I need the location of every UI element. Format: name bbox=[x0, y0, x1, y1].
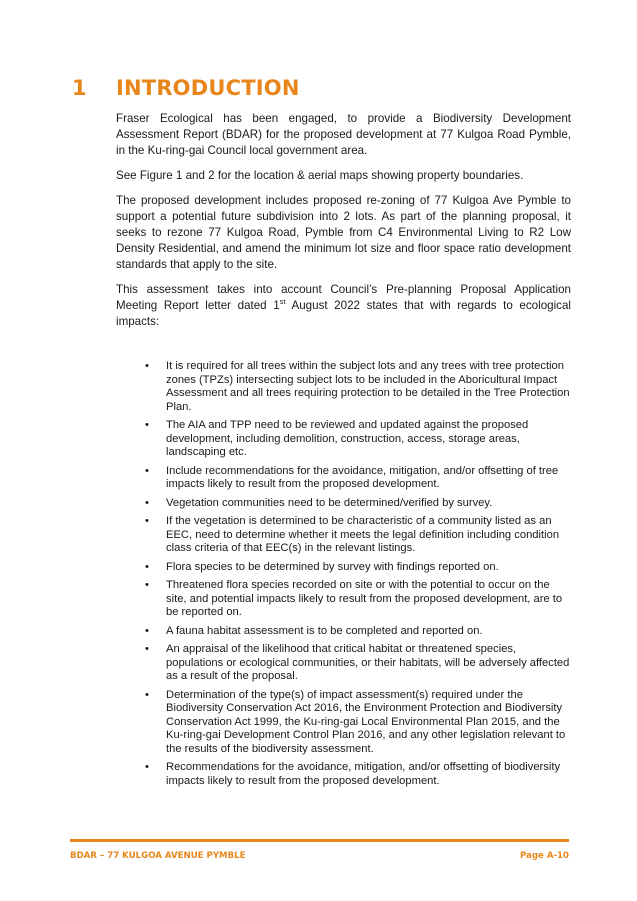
list-item bbox=[116, 561, 571, 575]
bullet-marker: • bbox=[145, 496, 149, 509]
intro-paragraph: Fraser Ecological has been engaged, to provide a Biodiversity Development Assessment Report (BDAR) for the proposed development at 77 Kulgoa Road Pymble, in the Ku-ring-gai Council local government area. bbox=[116, 112, 571, 157]
section-heading bbox=[72, 76, 300, 100]
bullet-marker: • bbox=[145, 579, 149, 591]
list-item bbox=[116, 360, 571, 414]
footer-divider bbox=[70, 839, 569, 842]
letter-text-after: August 2022 states that with regards to ecological impacts: bbox=[116, 299, 571, 328]
list-item-text: Flora species to be determined by survey with findings reported on. bbox=[166, 560, 499, 573]
list-item bbox=[116, 497, 571, 511]
list-item-text: It is required for all trees within the subject lots and any trees with tree protection zones (TPZs) intersecting subject lots to be included in the Aboricultural Impact Assessment and all trees requiring protection to be detailed in the Tree Protection Plan. bbox=[166, 360, 570, 413]
list-item bbox=[116, 419, 571, 460]
bullet-marker: • bbox=[145, 643, 149, 655]
footer-page-number: Page A-10 bbox=[519, 851, 569, 861]
section-title: INTRODUCTION bbox=[116, 76, 300, 100]
section-number: 1 bbox=[72, 76, 87, 100]
letter-paragraph bbox=[116, 282, 571, 330]
list-item-text: An appraisal of the likelihood that critical habitat or threatened species, populations or ecological communities, or their habitats, will be adversely affected as a result of the proposal. bbox=[166, 643, 570, 682]
bullet-marker: • bbox=[145, 464, 149, 477]
list-item-text: Threatened flora species recorded on site or with the potential to occur on the site, and potential impacts likely to result from the proposed development, are to be reported on. bbox=[166, 579, 563, 618]
bullet-marker: • bbox=[145, 560, 149, 573]
requirements-list bbox=[116, 360, 571, 788]
list-item bbox=[116, 689, 571, 757]
list-item-text: The AIA and TPP need to be reviewed and updated against the proposed development, including demolition, construction, access, storage areas, landscaping etc. bbox=[166, 419, 529, 458]
list-item-text: Vegetation communities need to be determined/verified by survey. bbox=[166, 496, 493, 509]
letter-date-suffix: st bbox=[279, 297, 286, 307]
list-item bbox=[116, 465, 571, 492]
list-item-text: Include recommendations for the avoidance, mitigation, and/or offsetting of tree impacts likely to result from the proposed development. bbox=[166, 464, 559, 490]
list-item bbox=[116, 515, 571, 556]
section-body bbox=[116, 111, 571, 793]
list-item-text: Determination of the type(s) of impact assessment(s) required under the Biodiversity Conservation Act 2016, the Environment Protection and Biodiversity Conservation Act 1999, the Ku-ring-gai Local Environmental Plan 2015, and the Ku-ring-gai Development Control Plan 2016, and any other legislation relevant to the results of the biodiversity assessment. bbox=[166, 688, 566, 755]
bullet-marker: • bbox=[145, 515, 149, 527]
bullet-marker: • bbox=[145, 688, 149, 701]
list-item bbox=[116, 579, 571, 620]
bullet-marker: • bbox=[145, 761, 149, 773]
proposal-paragraph: The proposed development includes proposed re-zoning of 77 Kulgoa Ave Pymble to support a potential future subdivision into 2 lots. As part of the planning proposal, it seeks to rezone 77 Kulgoa Road, Pymble from C4 Environmental Living to R2 Low Density Residential, and amend the minimum lot size and floor space ratio development standards that apply to the site. bbox=[116, 194, 571, 271]
bullet-marker: • bbox=[145, 624, 149, 637]
list-item-text: If the vegetation is determined to be characteristic of a community listed as an EEC, need to determine whether it meets the legal definition including condition class criteria of that EEC(s) in the relevant listings. bbox=[166, 515, 560, 554]
bullet-marker: • bbox=[145, 360, 149, 372]
list-item-text: Recommendations for the avoidance, mitigation, and/or offsetting of biodiversity impacts likely to result from the proposed development. bbox=[166, 761, 561, 787]
letter-text-before: This assessment takes into account Council’s Pre-planning Proposal Application Meeting Report letter dated 1 bbox=[116, 283, 571, 312]
figures-paragraph: See Figure 1 and 2 for the location & aerial maps showing property boundaries. bbox=[116, 169, 524, 182]
list-item bbox=[116, 643, 571, 684]
list-item-text: A fauna habitat assessment is to be completed and reported on. bbox=[166, 624, 483, 637]
footer-document-title: BDAR – 77 KULGOA AVENUE PYMBLE bbox=[70, 851, 246, 861]
list-item bbox=[116, 625, 571, 639]
list-item bbox=[116, 761, 571, 788]
bullet-marker: • bbox=[145, 419, 149, 431]
